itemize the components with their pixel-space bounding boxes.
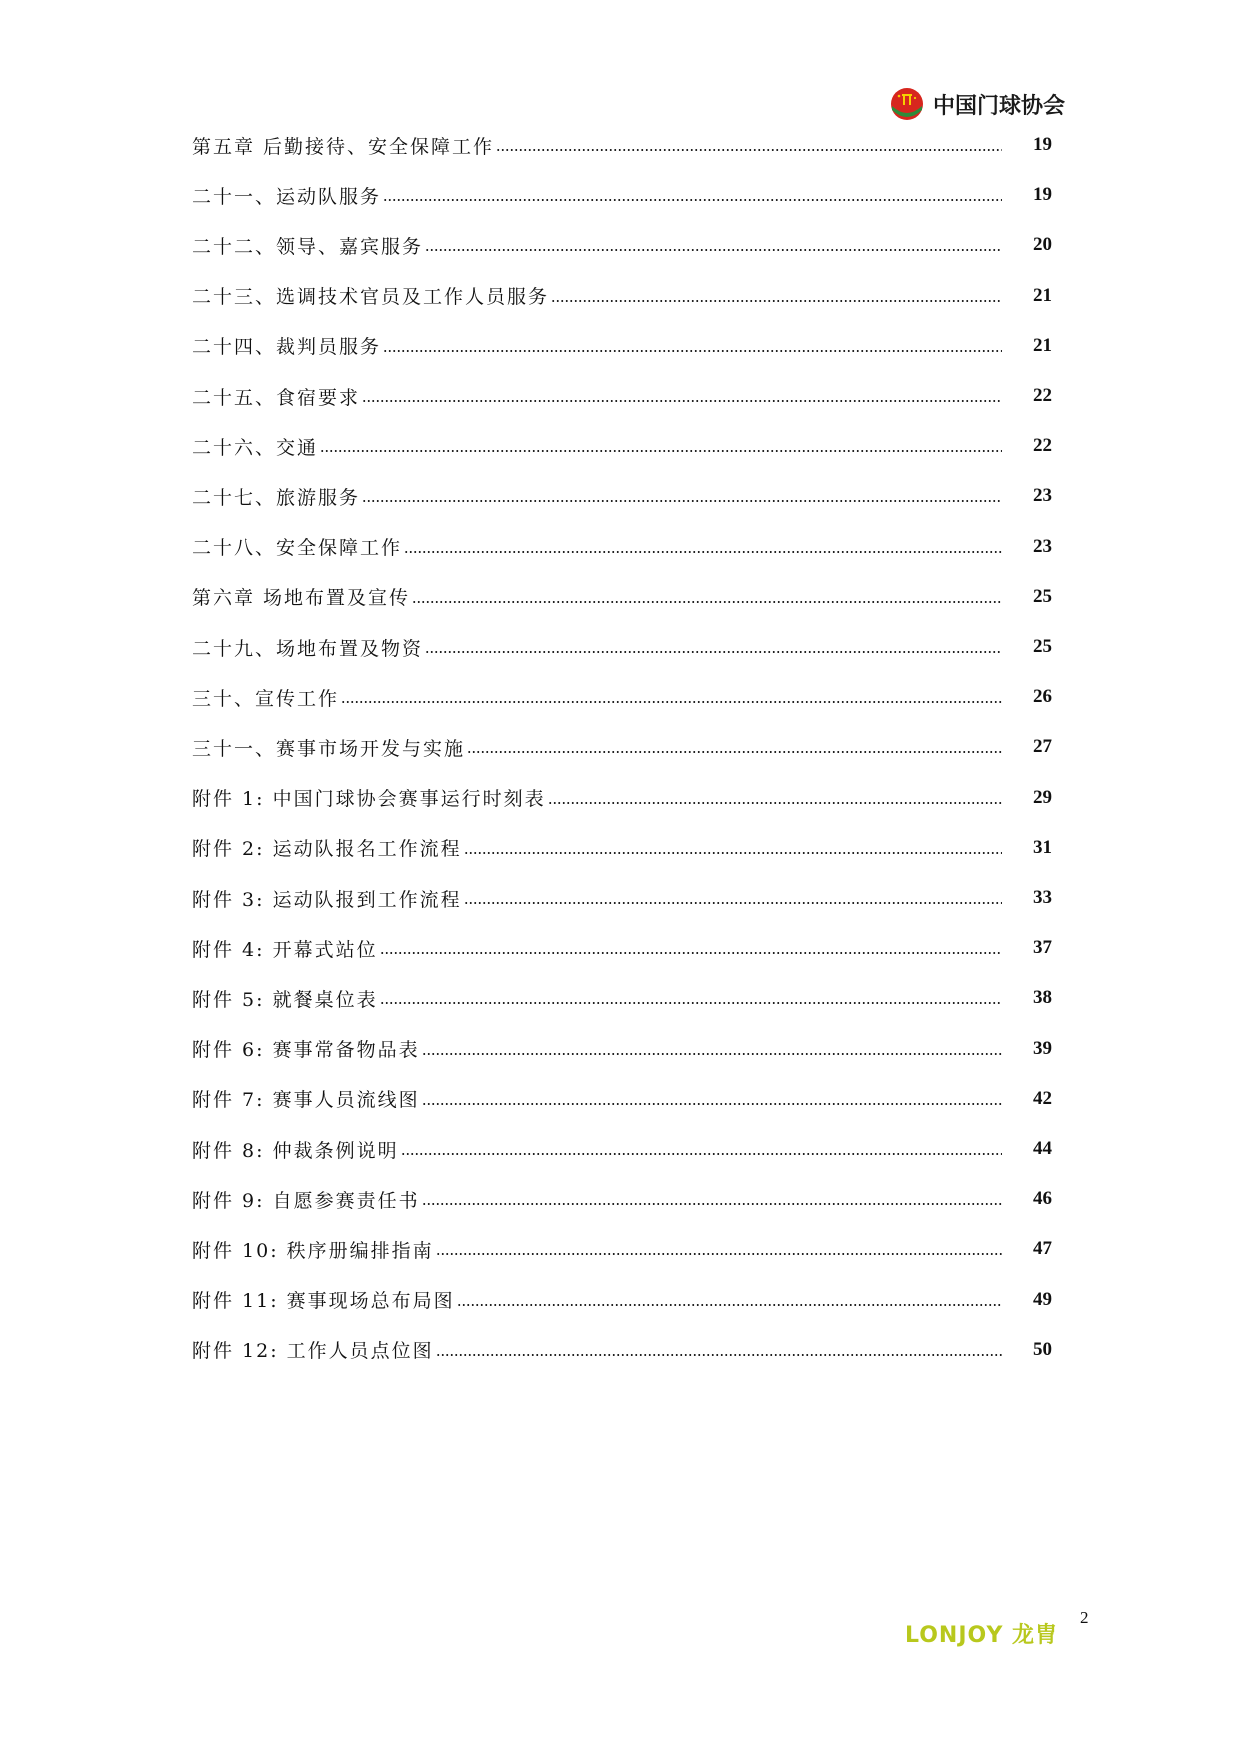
toc-entry-page: 19 <box>1033 184 1052 206</box>
toc-entry-page: 29 <box>1033 786 1052 808</box>
toc-entry-title: 附件 11: 赛事现场总布局图 <box>192 1290 455 1313</box>
toc-entry-title: 二十七、旅游服务 <box>192 486 361 509</box>
toc-entry-page: 47 <box>1033 1238 1052 1260</box>
toc-entry-title: 第六章 场地布置及宣传 <box>192 587 411 610</box>
toc-entry-title: 二十二、领导、嘉宾服务 <box>192 235 424 258</box>
toc-entry-title: 二十四、裁判员服务 <box>192 336 382 359</box>
toc-entry[interactable] <box>192 1084 1052 1114</box>
toc-entry[interactable] <box>192 1285 1052 1315</box>
toc-entry[interactable] <box>192 933 1052 963</box>
toc-entry-page: 27 <box>1033 736 1052 758</box>
toc-leader-dots <box>548 802 1002 804</box>
toc-entry-title: 附件 6: 赛事常备物品表 <box>192 1039 420 1062</box>
toc-leader-dots <box>425 249 1002 251</box>
toc-entry-page: 26 <box>1033 686 1052 708</box>
toc-entry[interactable] <box>192 1335 1052 1365</box>
toc-leader-dots <box>380 952 1002 954</box>
toc-leader-dots <box>412 601 1002 603</box>
org-name: 中国门球协会 <box>933 93 1066 119</box>
toc-leader-dots <box>425 651 1002 653</box>
toc-entry-page: 25 <box>1033 585 1052 607</box>
toc-entry-page: 31 <box>1033 836 1052 858</box>
toc-entry[interactable] <box>192 130 1052 160</box>
toc-entry[interactable] <box>192 431 1052 461</box>
toc-entry[interactable] <box>192 582 1052 612</box>
toc-entry-page: 50 <box>1033 1338 1052 1360</box>
toc-leader-dots <box>404 551 1002 553</box>
toc-entry-page: 39 <box>1033 1037 1052 1059</box>
toc-entry[interactable] <box>192 381 1052 411</box>
toc-entry[interactable] <box>192 1034 1052 1064</box>
toc-entry-page: 44 <box>1033 1138 1052 1159</box>
toc-entry-title: 附件 10: 秩序册编排指南 <box>192 1239 434 1262</box>
toc-entry-page: 20 <box>1033 234 1052 256</box>
toc-entry-page: 25 <box>1033 636 1052 657</box>
toc-entry-page: 19 <box>1033 134 1052 155</box>
toc-entry[interactable] <box>192 331 1052 361</box>
toc-entry-page: 23 <box>1033 535 1052 557</box>
toc-entry[interactable] <box>192 632 1052 662</box>
toc-entry[interactable] <box>192 1134 1052 1164</box>
page-number: 2 <box>1080 1608 1089 1627</box>
toc-leader-dots <box>436 1354 1002 1356</box>
toc-entry-title: 附件 2: 运动队报名工作流程 <box>192 838 462 861</box>
toc-leader-dots <box>464 902 1002 904</box>
toc-leader-dots <box>362 400 1002 402</box>
toc-entry-title: 附件 9: 自愿参赛责任书 <box>192 1189 420 1212</box>
toc-leader-dots <box>383 350 1002 352</box>
toc-entry-page: 33 <box>1033 887 1052 908</box>
footer-brand: LONJOY 龙胄 <box>905 1623 1059 1648</box>
toc-leader-dots <box>401 1153 1002 1155</box>
toc-entry[interactable] <box>192 180 1052 210</box>
toc-leader-dots <box>464 852 1002 854</box>
toc-entry[interactable] <box>192 1234 1052 1264</box>
toc-entry-title: 二十五、食宿要求 <box>192 386 361 409</box>
toc-leader-dots <box>380 1002 1002 1004</box>
toc-entry[interactable] <box>192 833 1052 863</box>
toc-entry-title: 三十、宣传工作 <box>192 687 340 710</box>
toc-leader-dots <box>436 1253 1002 1255</box>
toc-entry-title: 第五章 后勤接待、安全保障工作 <box>192 135 495 158</box>
toc-entry[interactable] <box>192 1184 1052 1214</box>
toc-leader-dots <box>362 500 1002 502</box>
toc-entry-page: 23 <box>1033 485 1052 507</box>
toc-entry-title: 二十一、运动队服务 <box>192 185 382 208</box>
header-logo <box>889 86 1065 122</box>
toc-entry-page: 46 <box>1033 1188 1052 1210</box>
toc-entry[interactable] <box>192 682 1052 712</box>
toc-entry-page: 49 <box>1033 1288 1052 1310</box>
toc-entry-title: 附件 8: 仲裁条例说明 <box>192 1139 399 1162</box>
china-gateball-emblem-icon <box>889 86 925 122</box>
toc-entry-page: 22 <box>1033 385 1052 406</box>
toc-leader-dots <box>457 1304 1002 1306</box>
toc-entry-title: 附件 5: 就餐桌位表 <box>192 988 378 1011</box>
toc-entry-title: 二十六、交通 <box>192 436 319 459</box>
toc-entry-title: 附件 12: 工作人员点位图 <box>192 1340 434 1363</box>
toc-entry-title: 附件 7: 赛事人员流线图 <box>192 1089 420 1112</box>
toc-entry-page: 42 <box>1033 1087 1052 1109</box>
toc-leader-dots <box>383 199 1002 201</box>
toc-entry-title: 附件 3: 运动队报到工作流程 <box>192 888 462 911</box>
toc-entry-page: 21 <box>1033 334 1052 356</box>
toc-entry[interactable] <box>192 281 1052 311</box>
toc-entry-page: 22 <box>1033 435 1052 457</box>
toc-entry[interactable] <box>192 532 1052 562</box>
toc-entry-title: 二十三、选调技术官员及工作人员服务 <box>192 286 550 309</box>
toc-entry-page: 38 <box>1033 987 1052 1009</box>
toc-entry-title: 附件 1: 中国门球协会赛事运行时刻表 <box>192 788 546 811</box>
toc-entry-title: 三十一、赛事市场开发与实施 <box>192 737 466 760</box>
toc-entry[interactable] <box>192 983 1052 1013</box>
toc-entry[interactable] <box>192 481 1052 511</box>
toc-entry-title: 附件 4: 开幕式站位 <box>192 938 378 961</box>
toc-leader-dots <box>320 450 1002 452</box>
toc-entry[interactable] <box>192 732 1052 762</box>
toc-entry-page: 37 <box>1033 937 1052 959</box>
toc-leader-dots <box>467 751 1002 753</box>
toc-leader-dots <box>422 1103 1002 1105</box>
toc-entry[interactable] <box>192 783 1052 813</box>
toc-leader-dots <box>551 300 1002 302</box>
toc-leader-dots <box>422 1203 1002 1205</box>
toc-leader-dots <box>422 1053 1002 1055</box>
toc-entry-title: 二十八、安全保障工作 <box>192 537 403 560</box>
toc-entry[interactable] <box>192 230 1052 260</box>
toc-leader-dots <box>496 149 1002 151</box>
toc-entry[interactable] <box>192 883 1052 913</box>
toc-entry-page: 21 <box>1033 284 1052 306</box>
toc-leader-dots <box>341 701 1002 703</box>
toc-entry-title: 二十九、场地布置及物资 <box>192 637 424 660</box>
